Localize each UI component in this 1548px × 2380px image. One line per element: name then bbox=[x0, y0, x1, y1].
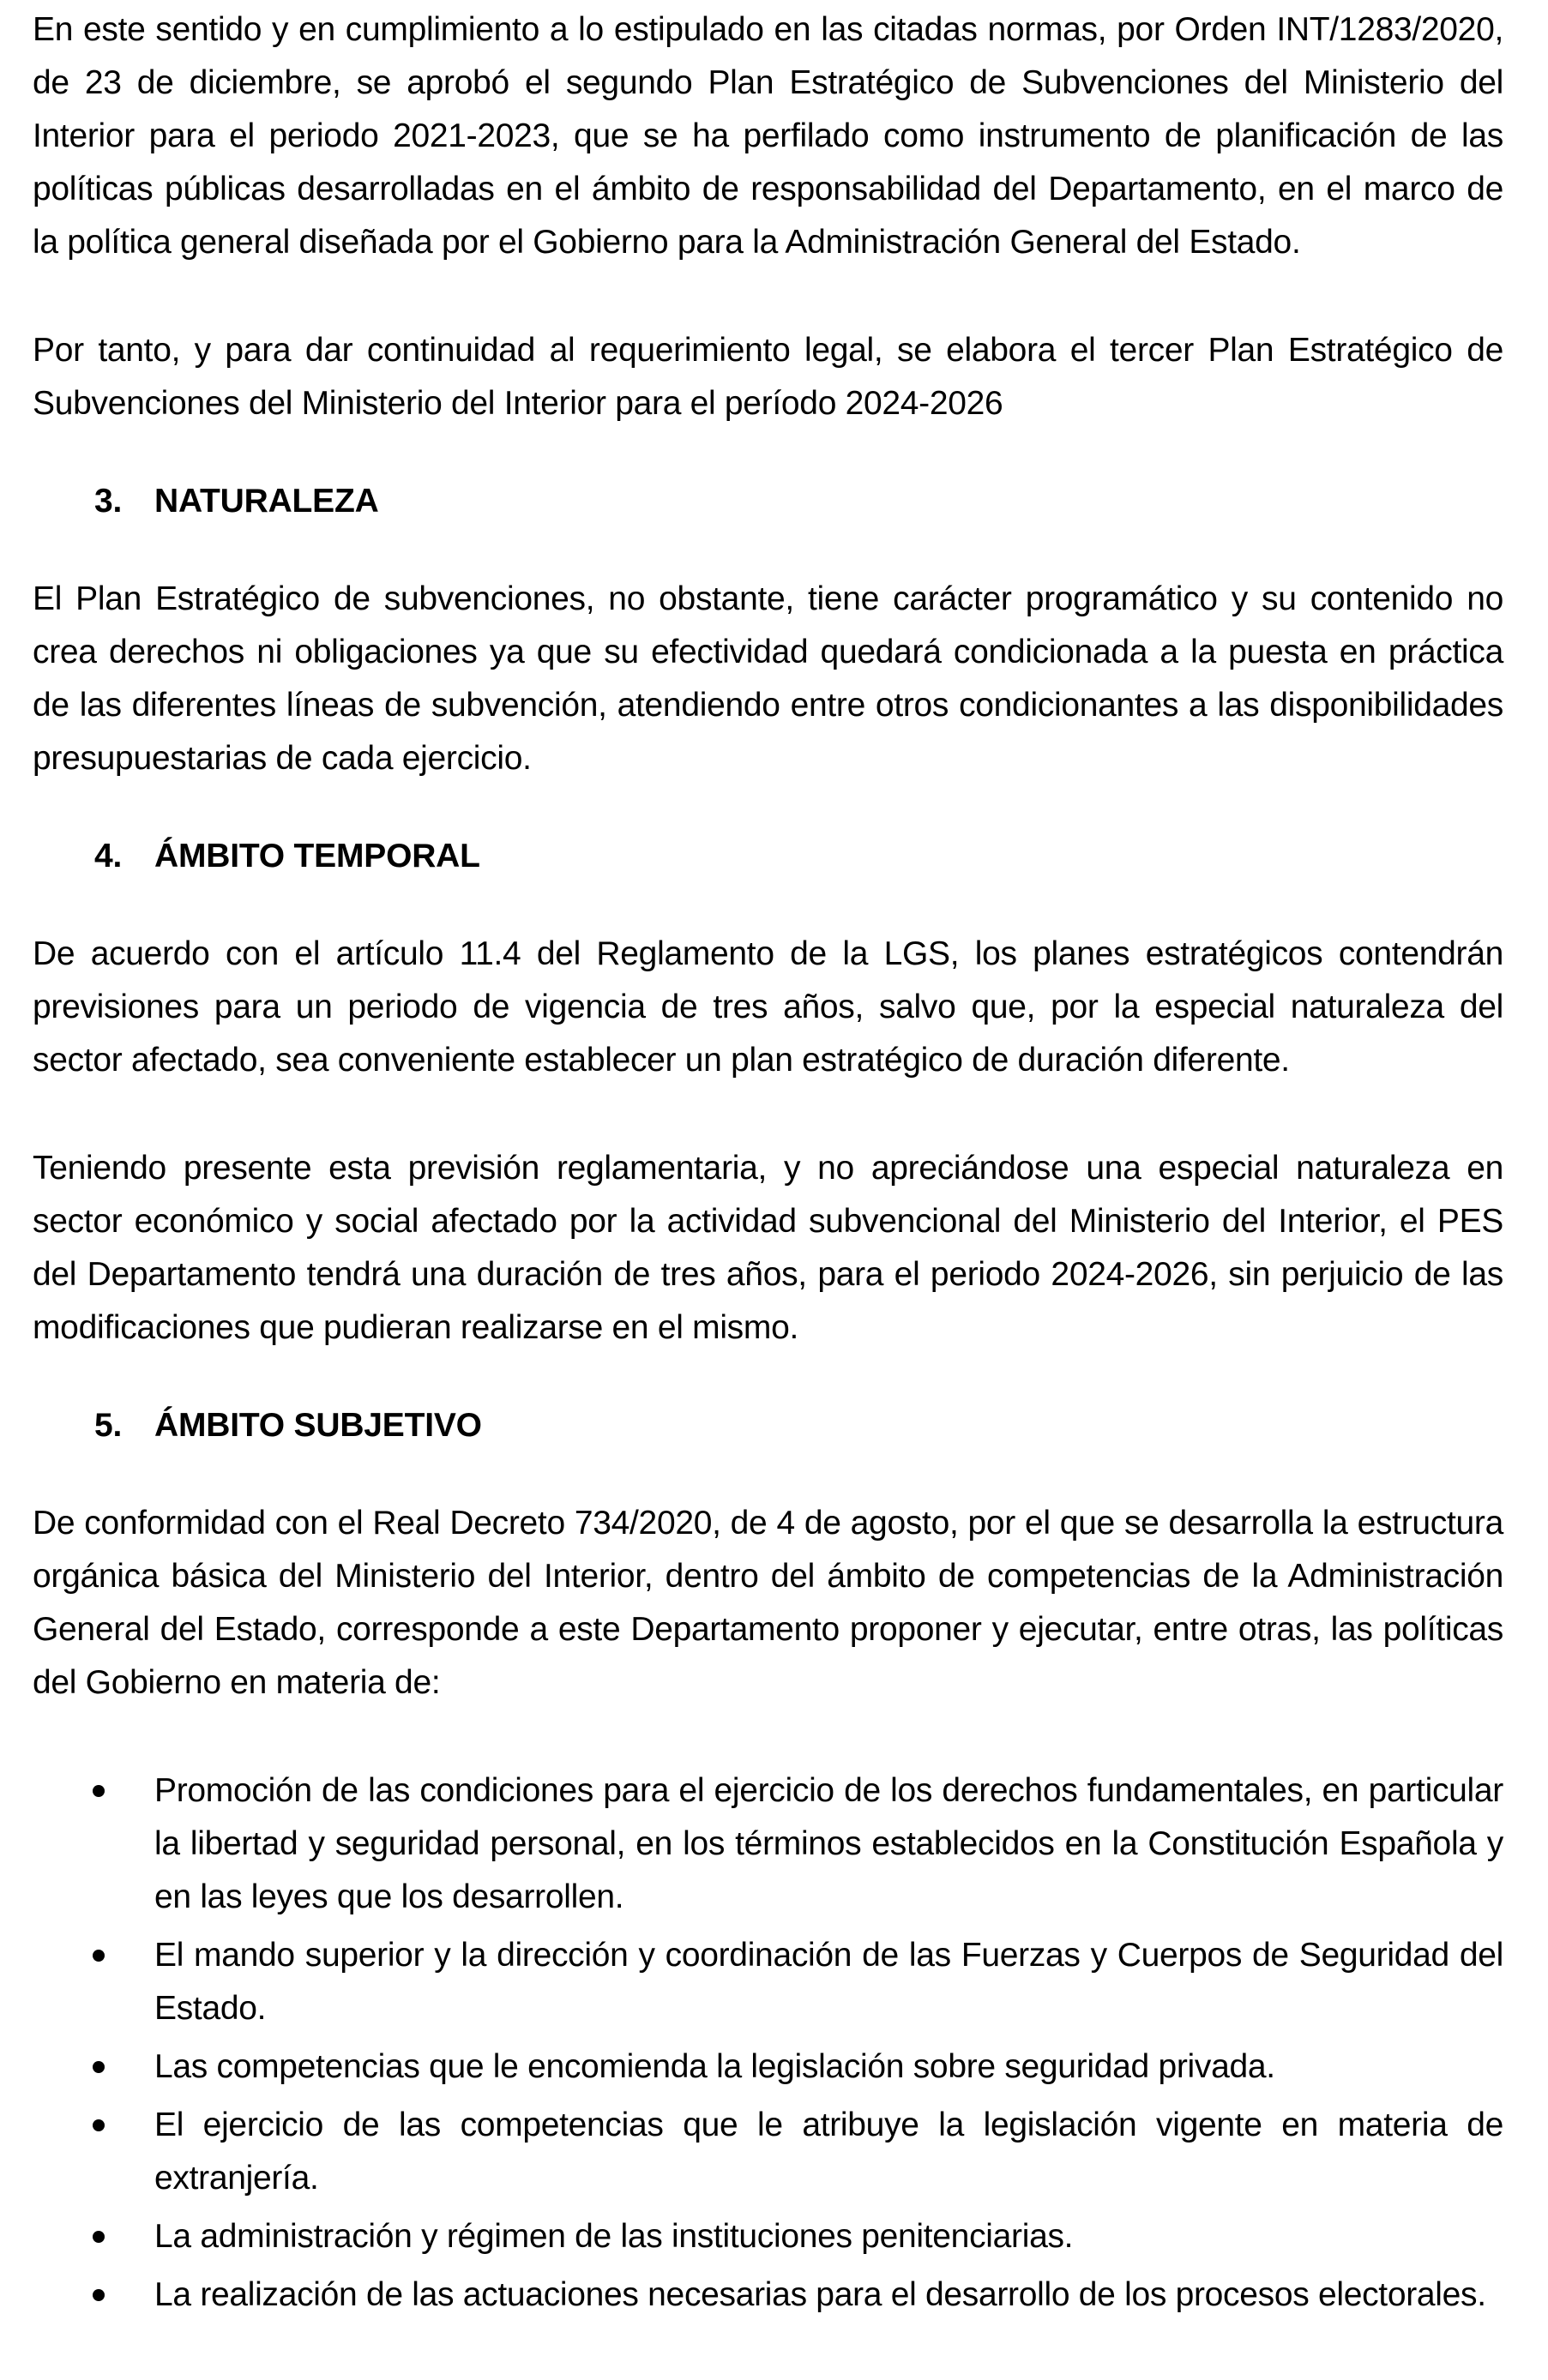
bullet-icon bbox=[93, 2119, 105, 2131]
list-item-text: El ejercicio de las competencias que le atribuye la legislación vigente en materia de extranjería. bbox=[154, 2107, 1503, 2197]
list-item bbox=[33, 1929, 1503, 2035]
section-heading-naturaleza bbox=[33, 475, 1503, 528]
bullet-icon bbox=[93, 2289, 105, 2301]
paragraph-plan-2021-2023: En este sentido y en cumplimiento a lo estipulado en las citadas normas, por Orden INT/1283/2020, de 23 de diciembre, se aprobó el segundo Plan Estratégico de Subvenciones del Ministerio del Interior para el periodo 2021-2023, que se ha perfilado como instrumento de planificación de las políticas públicas desarrolladas en el ámbito de responsabilidad del Departamento, en el marco de la política general diseñada por el Gobierno para la Administración General del Estado. bbox=[33, 11, 1503, 261]
section-number: 5. bbox=[94, 1407, 123, 1444]
bullet-icon bbox=[93, 1785, 105, 1797]
section-title: NATURALEZA bbox=[154, 483, 379, 520]
paragraph-plan-2024-2026: Por tanto, y para dar continuidad al requerimiento legal, se elabora el tercer Plan Estratégico de Subvenciones del Ministerio del Interior para el período 2024-2026 bbox=[33, 332, 1503, 422]
section-heading-ambito-temporal bbox=[33, 830, 1503, 883]
section-number: 3. bbox=[94, 483, 123, 520]
paragraph-articulo-11-4: De acuerdo con el artículo 11.4 del Reglamento de la LGS, los planes estratégicos contendrán previsiones para un periodo de vigencia de tres años, salvo que, por la especial naturaleza del sector afectado, sea conveniente establecer un plan estratégico de duración diferente. bbox=[33, 935, 1503, 1079]
section-title: ÁMBITO TEMPORAL bbox=[154, 838, 480, 874]
list-item-text: El mando superior y la dirección y coordinación de las Fuerzas y Cuerpos de Seguridad del Estado. bbox=[154, 1937, 1503, 2027]
section-title: ÁMBITO SUBJETIVO bbox=[154, 1407, 482, 1444]
list-item bbox=[33, 1764, 1503, 1924]
bullet-icon bbox=[93, 2231, 105, 2243]
paragraph-prevision-reglamentaria: Teniendo presente esta previsión reglamentaria, y no apreciándose una especial naturaleza en sector económico y social afectado por la actividad subvencional del Ministerio del Interior, el PES del Departamento tendrá una duración de tres años, para el periodo 2024-2026, sin perjuicio de las modificaciones que pudieran realizarse en el mismo. bbox=[33, 1150, 1503, 1346]
list-item bbox=[33, 2099, 1503, 2205]
bullet-icon bbox=[93, 1950, 105, 1962]
list-item-text: Las competencias que le encomienda la legislación sobre seguridad privada. bbox=[154, 2048, 1275, 2085]
list-item-text: La realización de las actuaciones necesarias para el desarrollo de los procesos electorales. bbox=[154, 2276, 1486, 2313]
section-number: 4. bbox=[94, 838, 123, 874]
list-item bbox=[33, 2210, 1503, 2263]
competencias-list bbox=[33, 1764, 1503, 2322]
paragraph-naturaleza: El Plan Estratégico de subvenciones, no obstante, tiene carácter programático y su contenido no crea derechos ni obligaciones ya que su efectividad quedará condicionada a la puesta en práctica de las diferentes líneas de subvención, atendiendo entre otros condicionantes a las disponibilidades presupuestarias de cada ejercicio. bbox=[33, 580, 1503, 777]
document-page bbox=[33, 0, 1503, 2327]
list-item-text: La administración y régimen de las instituciones penitenciarias. bbox=[154, 2218, 1074, 2255]
bullet-icon bbox=[93, 2061, 105, 2073]
list-item bbox=[33, 2040, 1503, 2094]
list-item bbox=[33, 2269, 1503, 2322]
paragraph-real-decreto: De conformidad con el Real Decreto 734/2020, de 4 de agosto, por el que se desarrolla la estructura orgánica básica del Ministerio del Interior, dentro del ámbito de competencias de la Administración General del Estado, corresponde a este Departamento proponer y ejecutar, entre otras, las políticas del Gobierno en materia de: bbox=[33, 1505, 1503, 1701]
list-item-text: Promoción de las condiciones para el ejercicio de los derechos fundamentales, en particular la libertad y seguridad personal, en los términos establecidos en la Constitución Española y en las leyes que los desarrollen. bbox=[154, 1772, 1503, 1915]
section-heading-ambito-subjetivo bbox=[33, 1399, 1503, 1452]
